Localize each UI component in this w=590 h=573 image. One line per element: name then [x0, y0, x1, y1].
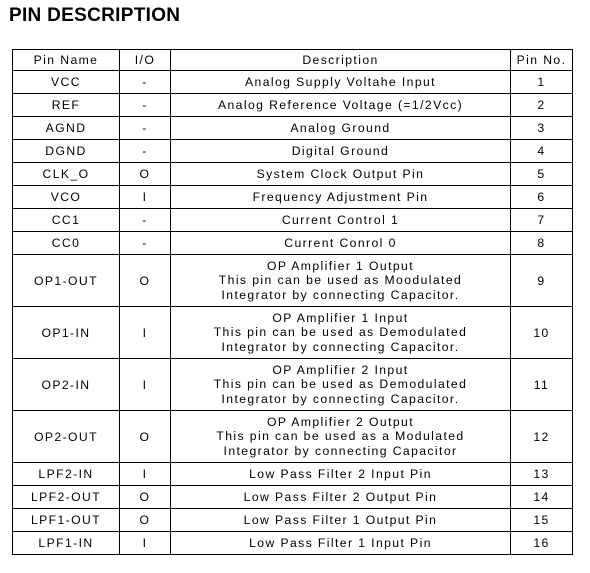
- pin-number-cell: 4: [511, 140, 573, 163]
- io-cell: -: [120, 232, 171, 255]
- description-line: Current Conrol 0: [284, 235, 397, 250]
- description-line: Current Control 1: [281, 212, 400, 227]
- pin-name-cell: LPF2-IN: [13, 463, 120, 486]
- pin-number-cell: 3: [511, 117, 573, 140]
- description-line: This pin can be used as a Modulated: [216, 429, 465, 444]
- io-cell: -: [120, 209, 171, 232]
- pin-number-cell: 10: [511, 307, 573, 359]
- io-cell: I: [120, 359, 171, 411]
- io-cell: -: [120, 140, 171, 163]
- description-line: OP Amplifier 2 Input: [272, 363, 409, 378]
- description-line: This pin can be used as Moodulated: [218, 273, 463, 288]
- table-row: [13, 140, 573, 163]
- table-row: [13, 163, 573, 186]
- pin-number-cell: 9: [511, 255, 573, 307]
- table-row: [13, 359, 573, 411]
- pin-number-cell: 1: [511, 71, 573, 94]
- description-line: Analog Ground: [290, 120, 391, 135]
- table-row: [13, 71, 573, 94]
- table-body: [13, 71, 573, 555]
- description-cell: [171, 94, 511, 117]
- table-row: [13, 532, 573, 555]
- io-cell: O: [120, 509, 171, 532]
- description-cell: [171, 359, 511, 411]
- column-header-pin-name: Pin Name: [13, 50, 120, 71]
- description-cell: [171, 163, 511, 186]
- pin-number-cell: 6: [511, 186, 573, 209]
- pin-number-cell: 2: [511, 94, 573, 117]
- table-row: [13, 486, 573, 509]
- description-line: Integrator by connecting Capacitor: [223, 443, 458, 458]
- description-line: Integrator by connecting Capacitor.: [221, 287, 460, 302]
- pin-name-cell: AGND: [13, 117, 120, 140]
- table-row: [13, 232, 573, 255]
- description-line: This pin can be used as Demodulated: [213, 377, 468, 392]
- io-cell: I: [120, 307, 171, 359]
- table-row: [13, 463, 573, 486]
- io-cell: O: [120, 486, 171, 509]
- io-cell: O: [120, 163, 171, 186]
- pin-name-cell: LPF2-OUT: [13, 486, 120, 509]
- description-line: Low Pass Filter 2 Output Pin: [243, 489, 438, 504]
- pin-number-cell: 7: [511, 209, 573, 232]
- io-cell: I: [120, 532, 171, 555]
- io-cell: -: [120, 71, 171, 94]
- description-cell: [171, 509, 511, 532]
- io-cell: O: [120, 411, 171, 463]
- table-header-row: [13, 50, 573, 71]
- description-line: Analog Supply Voltahe Input: [245, 74, 436, 89]
- pin-number-cell: 8: [511, 232, 573, 255]
- pin-name-cell: CC1: [13, 209, 120, 232]
- description-cell: [171, 186, 511, 209]
- table-row: [13, 509, 573, 532]
- description-line: System Clock Output Pin: [256, 166, 425, 181]
- description-line: Low Pass Filter 1 Input Pin: [249, 535, 432, 550]
- description-line: Frequency Adjustment Pin: [252, 189, 429, 204]
- pin-name-cell: VCO: [13, 186, 120, 209]
- table-row: [13, 411, 573, 463]
- table-row: [13, 94, 573, 117]
- io-cell: I: [120, 186, 171, 209]
- description-line: OP Amplifier 2 Output: [266, 415, 415, 430]
- description-line: This pin can be used as Demodulated: [213, 325, 468, 340]
- description-line: OP Amplifier 1 Input: [272, 311, 409, 326]
- pin-name-cell: LPF1-OUT: [13, 509, 120, 532]
- description-cell: [171, 486, 511, 509]
- pin-number-cell: 13: [511, 463, 573, 486]
- description-cell: [171, 532, 511, 555]
- description-line: Integrator by connecting Capacitor.: [221, 391, 460, 406]
- description-line: Analog Reference Voltage (=1/2Vcc): [217, 97, 464, 112]
- table-row: [13, 307, 573, 359]
- table-row: [13, 255, 573, 307]
- description-cell: [171, 71, 511, 94]
- description-cell: [171, 117, 511, 140]
- description-line: OP Amplifier 1 Output: [266, 259, 415, 274]
- io-cell: O: [120, 255, 171, 307]
- pin-name-cell: DGND: [13, 140, 120, 163]
- description-cell: [171, 140, 511, 163]
- description-cell: [171, 411, 511, 463]
- column-header-description: Description: [171, 50, 511, 71]
- pin-number-cell: 12: [511, 411, 573, 463]
- pin-name-cell: OP2-OUT: [13, 411, 120, 463]
- pin-name-cell: VCC: [13, 71, 120, 94]
- pin-number-cell: 5: [511, 163, 573, 186]
- pin-name-cell: REF: [13, 94, 120, 117]
- pin-number-cell: 16: [511, 532, 573, 555]
- io-cell: I: [120, 463, 171, 486]
- page-title: PIN DESCRIPTION: [9, 5, 181, 26]
- description-line: Digital Ground: [291, 143, 390, 158]
- pin-name-cell: LPF1-IN: [13, 532, 120, 555]
- table-row: [13, 186, 573, 209]
- io-cell: -: [120, 117, 171, 140]
- pin-number-cell: 15: [511, 509, 573, 532]
- table-row: [13, 117, 573, 140]
- description-cell: [171, 255, 511, 307]
- description-cell: [171, 307, 511, 359]
- pin-number-cell: 14: [511, 486, 573, 509]
- column-header-pin-no: Pin No.: [511, 50, 573, 71]
- pin-name-cell: OP1-OUT: [13, 255, 120, 307]
- pin-name-cell: OP1-IN: [13, 307, 120, 359]
- table-row: [13, 209, 573, 232]
- description-line: Low Pass Filter 1 Output Pin: [243, 512, 438, 527]
- description-line: Integrator by connecting Capacitor.: [221, 339, 460, 354]
- description-line: Low Pass Filter 2 Input Pin: [249, 466, 432, 481]
- description-cell: [171, 209, 511, 232]
- pin-name-cell: CC0: [13, 232, 120, 255]
- pin-name-cell: CLK_O: [13, 163, 120, 186]
- pin-name-cell: OP2-IN: [13, 359, 120, 411]
- description-cell: [171, 232, 511, 255]
- pin-description-table: [12, 49, 573, 555]
- column-header-io: I/O: [120, 50, 171, 71]
- pin-number-cell: 11: [511, 359, 573, 411]
- description-cell: [171, 463, 511, 486]
- io-cell: -: [120, 94, 171, 117]
